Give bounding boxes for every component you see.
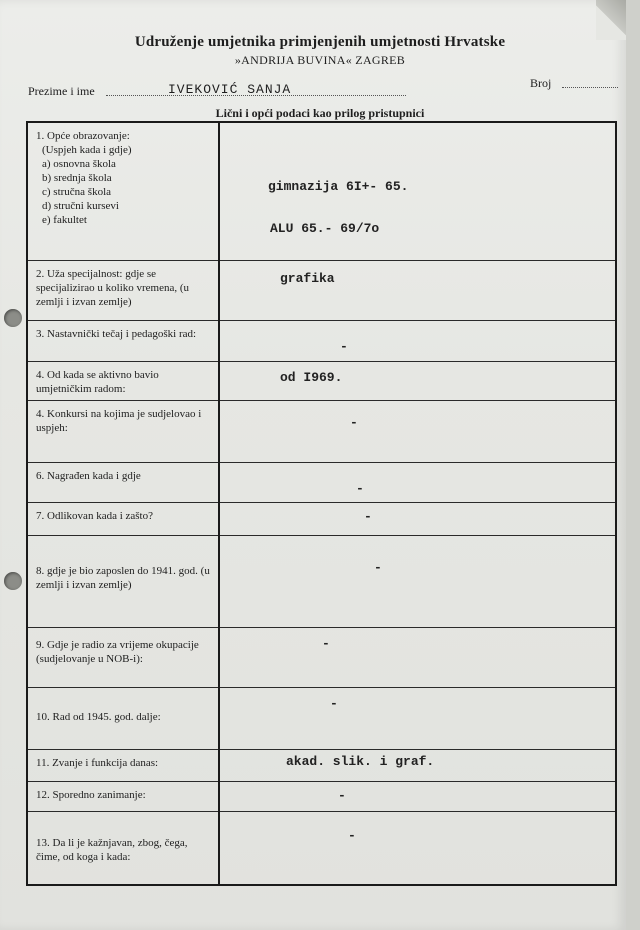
question-convictions: 13. Da li je kažnjavan, zbog, čega, čime, od koga i kada:: [27, 811, 219, 885]
question-employment: 8. gdje je bio zaposlen do 1941. god. (u zemlji i izvan zemlje): [27, 535, 219, 627]
answer-decorations: [219, 502, 616, 535]
education-level-item: e) fakultet: [42, 214, 87, 226]
table-row: [27, 320, 616, 361]
question-awards: 6. Nagrađen kada i gdje: [27, 462, 219, 502]
answer-work-since-1945: [219, 687, 616, 749]
broj-label: Broj: [530, 76, 552, 90]
table-row: [27, 535, 616, 627]
table-row: [27, 627, 616, 687]
answer-title-function: [219, 749, 616, 781]
table-row: [27, 260, 616, 320]
question-text: 1. Opće obrazovanje:: [36, 130, 130, 142]
answer-employment: [219, 535, 616, 627]
table-row: [27, 687, 616, 749]
answer-text: -: [322, 635, 330, 651]
question-specialty: 2. Uža specijalnost: gdje se specijalizirao u koliko vremena, (u zemlji i izvan zemlje): [27, 260, 219, 320]
question-decorations: 7. Odlikovan kada i zašto?: [27, 502, 219, 535]
answer-text: -: [364, 508, 372, 524]
organization-name: Udruženje umjetnika primjenjenih umjetnosti Hrvatske: [134, 34, 506, 50]
answer-active-since: [219, 361, 616, 400]
organization-subtitle: »ANDRIJA BUVINA« ZAGREB: [234, 53, 406, 67]
punch-hole-top: [4, 309, 22, 327]
answer-text: -: [356, 480, 364, 496]
answer-convictions: [219, 811, 616, 885]
question-active-since: 4. Od kada se aktivno bavio umjetničkim radom:: [27, 361, 219, 400]
broj-dotted-line: [562, 87, 618, 88]
question-occupation: 9. Gdje je radio za vrijeme okupacije (sudjelovanje u NOB-i):: [27, 627, 219, 687]
education-level-item: a) osnovna škola: [42, 158, 116, 170]
question-side-occupation: 12. Sporedno zanimanje:: [27, 781, 219, 811]
answer-awards: [219, 462, 616, 502]
question-education: [27, 122, 219, 260]
answer-side-occupation: [219, 781, 616, 811]
answer-text: -: [330, 695, 338, 711]
answer-teaching: [219, 320, 616, 361]
question-work-since-1945: 10. Rad od 1945. god. dalje:: [27, 687, 219, 749]
answer-text: od I969.: [280, 369, 343, 385]
table-row: [27, 811, 616, 885]
answer-text: -: [340, 338, 348, 354]
answer-text: -: [338, 787, 346, 803]
question-note: (Uspjeh kada i gdje): [42, 144, 132, 156]
answer-specialty: [219, 260, 616, 320]
table-row: [27, 400, 616, 462]
education-level-item: d) stručni kursevi: [42, 200, 119, 212]
answer-text: ALU 65.- 69/7o: [270, 221, 380, 236]
answer-text: -: [350, 414, 358, 430]
table-row: [27, 462, 616, 502]
punch-hole-bottom: [4, 572, 22, 590]
question-teaching: 3. Nastavnički tečaj i pedagoški rad:: [27, 320, 219, 361]
name-row: [28, 76, 618, 100]
answer-education: [219, 122, 616, 260]
table-row: [27, 781, 616, 811]
table-row: [27, 122, 616, 260]
table-row: [27, 502, 616, 535]
question-title-function: 11. Zvanje i funkcija danas:: [27, 749, 219, 781]
education-level-item: c) stručna škola: [42, 186, 112, 198]
answer-text: -: [348, 827, 356, 843]
question-competitions: 4. Konkursi na kojima je sudjelovao i uspjeh:: [27, 400, 219, 462]
name-value: IVEKOVIĆ SANJA: [168, 82, 292, 97]
answer-text: grafika: [280, 270, 335, 286]
table-row: [27, 749, 616, 781]
answer-text: -: [374, 559, 382, 575]
personal-data-table: [26, 121, 617, 886]
education-level-item: b) srednja škola: [42, 172, 112, 184]
education-levels: [36, 157, 214, 227]
answer-occupation: [219, 627, 616, 687]
table-row: [27, 361, 616, 400]
name-label: Prezime i ime: [28, 84, 95, 98]
form-title: Lični i opći podaci kao prilog pristupnici: [215, 106, 425, 120]
answer-competitions: [219, 400, 616, 462]
answer-text: gimnazija 6I+- 65.: [268, 179, 409, 194]
answer-text: akad. slik. i graf.: [286, 753, 435, 769]
